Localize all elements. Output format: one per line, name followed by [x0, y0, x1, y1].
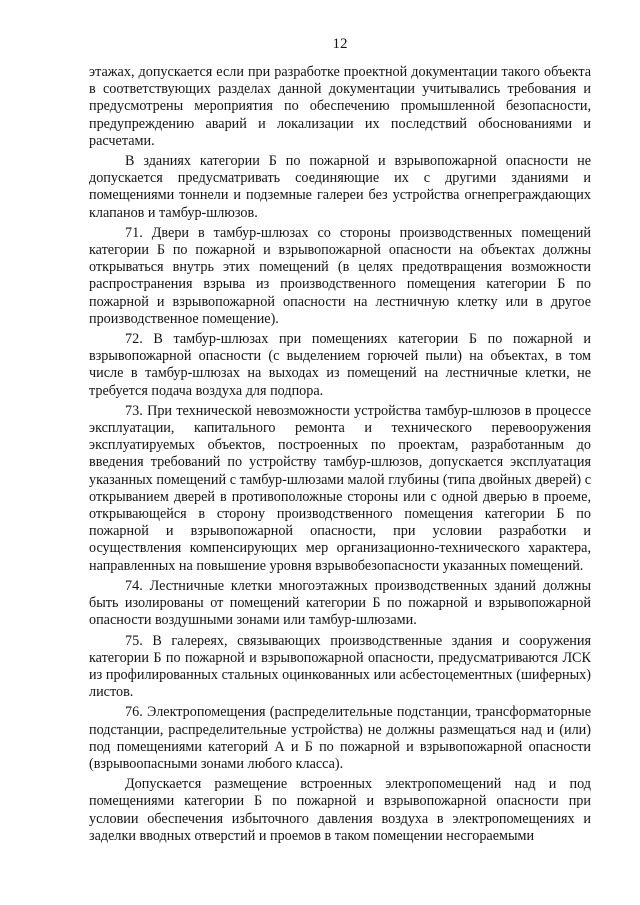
paragraph-72: 72. В тамбур-шлюзах при помещениях категории Б по пожарной и взрывопожарной опасности (с выделением горючей пыли) на объектах, в том числе в тамбур-шлюзах на выходах из помещений на лестничные клетки, не требуется подача воздуха для подпора. [89, 331, 591, 399]
paragraph-continuation: этажах, допускается если при разработке проектной документации такого объекта в соответствующих разделах данной документации учитывались требования и предусмотрены мероприятия по обеспечению промышленной безопасности, предупреждению аварий и локализации их последствий обоснованиями и расчетами. [89, 64, 591, 149]
page-number: 12 [332, 36, 348, 52]
paragraph-71: 71. Двери в тамбур-шлюзах со стороны производственных помещений категории Б по пожарной и взрывопожарной опасности на объектах должны открываться внутрь этих помещений (в целях предотвращения возможности распространения взрыва из производственного помещения категории Б по пожарной и взрывопожарной опасности на лестничную клетку или в другое производственное помещение). [89, 224, 591, 327]
paragraph-embedded-electrical-rooms: Допускается размещение встроенных электропомещений над и под помещениями категории Б по пожарной и взрывопожарной опасности при условии обеспечения избыточного давления воздуха в электропомещениях и заделки вводных отверстий и проемов в таком помещении несгораемыми [89, 776, 591, 844]
paragraph-76: 76. Электропомещения (распределительные подстанции, трансформаторные подстанции, распределительные устройства) не должны размещаться над и (или) под помещениями категорий А и Б по пожарной и взрывопожарной опасности (взрывоопасными зонами любого класса). [89, 704, 591, 772]
paragraph-75: 75. В галереях, связывающих производственные здания и сооружения категории Б по пожарной и взрывопожарной опасности, предусматриваются ЛСК из профилированных стальных оцинкованных или асбестоцементных (шиферных) листов. [89, 632, 591, 701]
paragraph-73: 73. При технической невозможности устройства тамбур-шлюзов в процессе эксплуатации, капитального ремонта и технического перевооружения эксплуатируемых объектов, построенных по проектам, разработанным до введения требований по устройству тамбур-шлюзов, допускается эксплуатация указанных помещений с тамбур-шлюзами малой глубины (типа двойных дверей) с открыванием дверей в противоположные стороны или с одной дверью в проеме, открывающейся в сторону производственного помещения категории Б по пожарной и взрывопожарной опасности, при условии разработки и осуществления компенсирующих мер организационно-технического характера, направленных на повышение уровня взрывобезопасности указанных помещений. [89, 402, 591, 574]
paragraph-tunnels: В зданиях категории Б по пожарной и взрывопожарной опасности не допускается предусматривать соединяющие их с другими зданиями и помещениями тоннели и подземные галереи без устройства огнепреграждающих клапанов и тамбур-шлюзов. [89, 153, 591, 221]
paragraph-74: 74. Лестничные клетки многоэтажных производственных зданий должны быть изолированы от помещений категории Б по пожарной и взрывопожарной опасности воздушными зонами или тамбур-шлюзами. [89, 577, 591, 629]
document-page [89, 36, 591, 845]
